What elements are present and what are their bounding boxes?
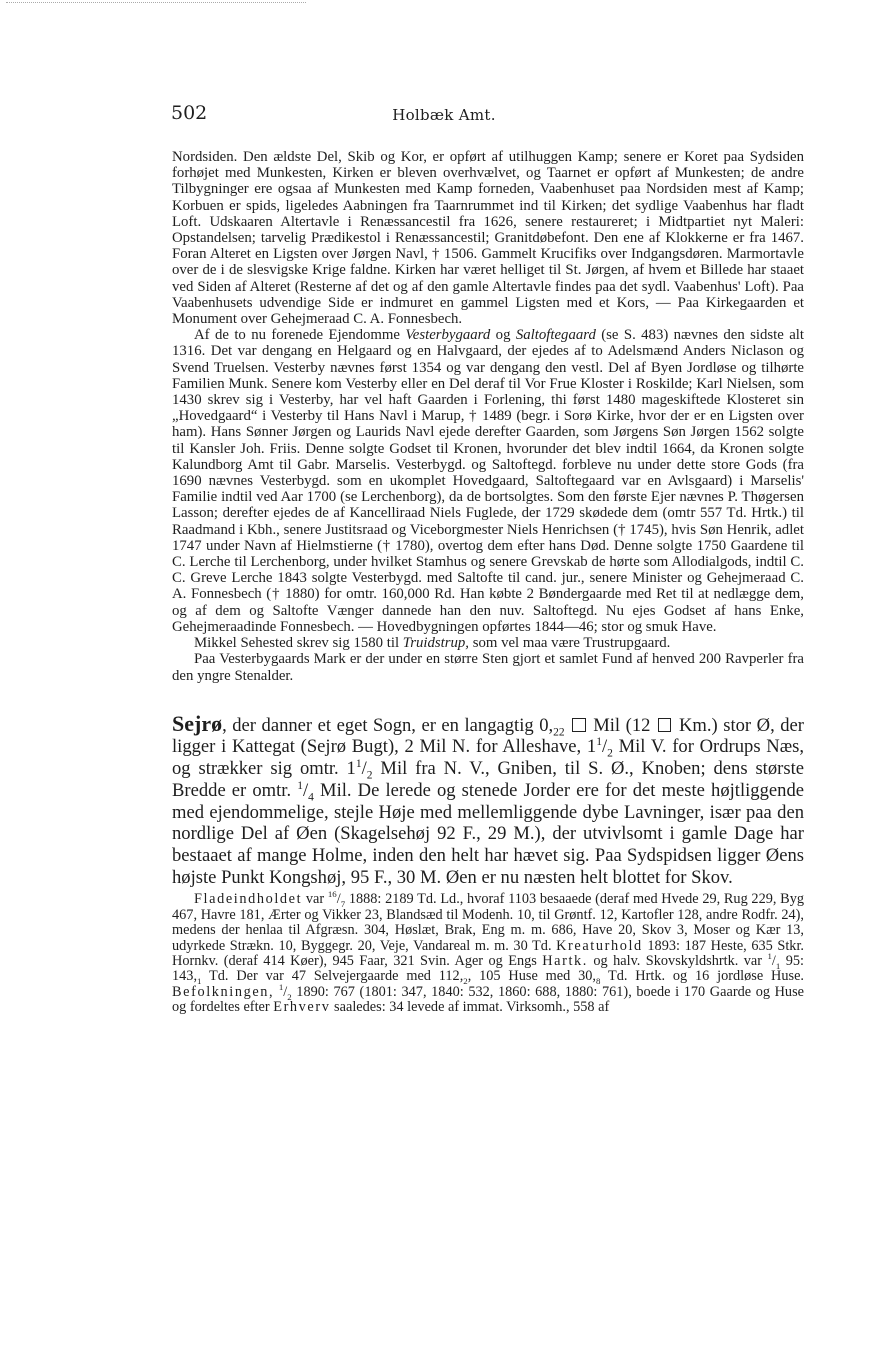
text-run: som vel maa være Trustrupgaard.: [469, 635, 671, 652]
text-run: Kreaturhold: [556, 937, 643, 954]
paragraph-p6: [172, 889, 805, 1016]
page-number: 502: [171, 102, 208, 124]
page-edge-line: [6, 2, 306, 4]
text-run: Td. Der var 47 Selvejergaarde med 112,: [201, 968, 464, 985]
text-run: Befolkningen,: [172, 983, 275, 1000]
text-run: 1: [596, 736, 602, 749]
text-run: [565, 715, 571, 736]
text-run: 1893: 187 Heste, 635 Stkr. Hornkv. (deraf 414 Køer), 945 Faar, 321 Svin. Ager og Engs: [172, 937, 804, 969]
text-run: (se S. 483) nævnes den sidste alt 1316. Det var dengang en Helgaard og en Halvgaard, der ejedes af to Adelsmænd Anders Niclason og Svend Truelsen. Vesterby nævnes først 1354 og var dengang den vestl. Del af Byen Jordløse og tilhørte Familien Munk. Senere kom Vesterby eller en Del deraf til Vor Frue Kloster i Roskilde; Karl Nielsen, som 1430 skrev sig i Vesterby, har vel haft Gaarden i Forlening, thi først 1480 mageskiftede Klosteret sin „Hovedgaard“ i Vesterby til Hans Navl i Marup, † 1489 (begr. i Sorø Kirke, hvor der er en Ligsten over ham). Hans Sønner Jørgen og Laurids Navl ejede derefter Gaarden, som Jørgens Søn Jørgen 1562 solgte til Kansler Joh. Friis. Denne solgte Godset til Kronen, hvorunder det blev indtil 1664, da Kronen solgte Kalundborg Amt til Gabr. Marselis. Vesterbygd. og Saltoftegd. forbleve nu under dette store Gods (fra 1690 nævnes Vesterbygd. som en ukomplet Hovedgaard, Saltoftegaard var en Avlsgaard) i Marselis' Familie indtil ved Aar 1700 (se Lerchenborg), da de bortsolgtes. Som den første Ejer nævnes P. Thøgersen Lasson; derefter ejedes de af Kancelliraad Niels Fuglede, der 1729 skødede dem (omtr 557 Td. Hrtk.) til Raadmand i Kbh., senere Justitsraad og Viceborgmester Niels Henrichsen († 1745), hvis Søn Henrik, adlet 1747 under Navn af Hielmstierne († 1780), overtog dem efter hans Død. Denne solgte 1750 Gaardene til C. Lerche til Lerchenborg, under hvilket Stamhus og senere Grevskab de hørte som Allodialgods, indtil C. C. Greve Lerche 1843 solgte Vesterbygd. med Saltofte til cand. jur., senere Minister og Gehejmeraad C. A. Fonnesbech († 1880) for omtr. 160,000 Rd. Han købte 2 Bøndergaarde med Ret til at nedlægge dem, og af dem og Saltofte Vænger dannede han den nuv. Saltoftegd. Nu ejes Godset af hans Enke, Gehejmeraadinde Fonnesbech. — Hovedbygningen opførtes 1844—46; stor og smuk Have.: [172, 327, 804, 635]
text-run: og halv. Skovskyldshrtk. var: [587, 952, 768, 969]
text-run: /: [361, 758, 367, 780]
text-run: Km.) stor Ø, der ligger i Kattegat (Sejrø Bugt), 2 Mil N. for Alleshave, 1: [172, 714, 804, 758]
square-symbol: [658, 718, 672, 732]
text-run: 1890: 767 (1801: 347, 1840: 532, 1860: 688, 1880: 761), boede i 170 Gaarde og Huse og fordeltes efter: [172, 983, 804, 1016]
text-run: Sejrø: [172, 710, 223, 736]
square-symbol: [572, 718, 586, 732]
text-run: /: [302, 779, 309, 801]
text-run: Paa Vesterbygaards Mark er der under en større Sten gjort et samlet Fund af henved 200 Ravperler fra den yngre Stenalder.: [172, 651, 804, 684]
paragraph-p4: [172, 651, 804, 683]
text-run: Mil V. for Ordrups Næs, og strækker sig omtr. 1: [172, 736, 804, 780]
text-run: /: [601, 736, 608, 758]
text-run: 1: [297, 779, 303, 792]
text-run: Saltoftegaard: [515, 327, 596, 344]
body-text: [172, 149, 804, 1016]
text-run: /: [283, 983, 288, 1000]
text-run: Fladeindholdet: [194, 891, 303, 908]
text-run: Mikkel Sehested skrev sig 1580 til: [194, 635, 403, 652]
text-run: 1888: 2189 Td. Ld., hvoraf 1103 besaaede (deraf med Hvede 29, Rug 229, Byg 467, Havre 181, Ærter og Vikker 23, Blandsæd til Modenh. 10, til Grøntf. 12, Kartofler 128, andre Rodfr. 24), medens der henlaa til Afgræsn. 304, Høslæt, Brak, Eng m. m. 686, Have 20, Skov 3, Moser og Kær 13, udyrkede Strækn. 10, Byggegr. 20, Veje, Vandareal m. m. 30 Td.: [172, 891, 804, 954]
text-run: 1: [355, 757, 362, 770]
text-run: 7: [340, 899, 346, 910]
text-run: /: [771, 952, 776, 969]
text-run: 22: [553, 726, 565, 739]
text-run: saaledes: 34 levede af immat. Virksomh., 558 af: [330, 999, 610, 1016]
text-run: 16: [327, 889, 337, 900]
text-run: Mil. De lerede og stenede Jorder ere for det meste højtliggende med ejendommelige, stejle Høje med mellemliggende dybe Lavninger, især paa den nordlige Del af Øen (Skagelsehøj 92 F., 29 M.), der utvivlsomt i gamle Dage har bestaaet af mange Holme, inden den helt har hævet sig. Paa Sydspidsen ligger Øens højste Punkt Kongshøj, 95 F., 30 M. Øen er nu næsten helt blottet for Skov.: [172, 779, 804, 888]
text-run: Erhverv: [273, 999, 331, 1016]
paragraph-p5: [172, 710, 804, 889]
paragraph-p1: [172, 149, 804, 327]
text-run: Mil (12: [587, 714, 656, 736]
text-run: 2: [287, 991, 292, 1002]
text-run: 1: [767, 951, 772, 962]
text-run: og: [490, 327, 516, 344]
text-run: 1: [197, 976, 202, 987]
text-run: 8: [595, 976, 601, 987]
paragraph-p2: [172, 327, 804, 635]
text-run: Hartk.: [542, 952, 588, 969]
text-run: Nordsiden. Den ældste Del, Skib og Kor, er opført af utilhuggen Kamp; senere er Koret paa Sydsiden forhøjet med Munkesten, Kirken er bleven overhvælvet, og Taarnet er opført af Munkesten; de andre Tilbygninger ere ogsaa af Munkesten med Kamp forneden, Vaabenhuset paa Nordsiden mest af Kamp; Korbuen er spids, ligeledes Aabningen fra Taarnrummet ind til Kirken; det sydlige Vaabenhus har fladt Loft. Udskaaren Altertavle i Renæssancestil fra 1626, senere restaureret; i Midtpartiet nyt Maleri: Opstandelsen; tarvelig Prædikestol i Renæssancestil; Granitdøbefont. Den ene af Klokkerne er fra 1467. Foran Alteret en Ligsten over Jørgen Navl, † 1506. Gammelt Krucifiks over Indgangsdøren. Marmortavle over de i de slesvigske Krige faldne. Kirken har været helliget til St. Jørgen, af hvem et Billede har staaet ved Siden af Alteret (Resterne af det og af den gamle Altertavle findes paa det sydl. Vaabenhus' Loft). Paa Vaabenhusets udvendige Side er indmuret en gammel Ligsten med et Kors, — Paa Kirkegaarden et Monument over Gehejmeraad C. A. Fonnesbech.: [172, 149, 804, 328]
text-run: 95: 143,: [172, 952, 805, 985]
text-run: Vesterbygaard: [405, 327, 491, 344]
text-run: Truidstrup,: [402, 635, 469, 652]
paragraph-p3: [172, 635, 804, 651]
text-run: Af de to nu forenede Ejendomme: [194, 327, 406, 344]
text-run: /: [336, 891, 341, 908]
text-run: 2: [463, 976, 468, 987]
text-run: , der danner et eget Sogn, er en langagtig 0,: [222, 714, 554, 736]
text-run: 2: [366, 769, 373, 782]
text-run: , 105 Huse med 30,: [467, 968, 596, 985]
text-run: 4: [308, 791, 314, 804]
text-run: 2: [607, 748, 613, 761]
running-head: Holbæk Amt.: [392, 106, 496, 124]
text-run: 1: [775, 960, 781, 971]
text-run: 1: [278, 982, 284, 992]
text-run: Mil fra N. V., Gniben, til S. Ø., Knoben; dens største Bredde er omtr.: [172, 758, 804, 801]
text-run: var: [302, 891, 328, 908]
text-run: Td. Hrtk. og 16 jordløse Huse.: [600, 968, 804, 985]
